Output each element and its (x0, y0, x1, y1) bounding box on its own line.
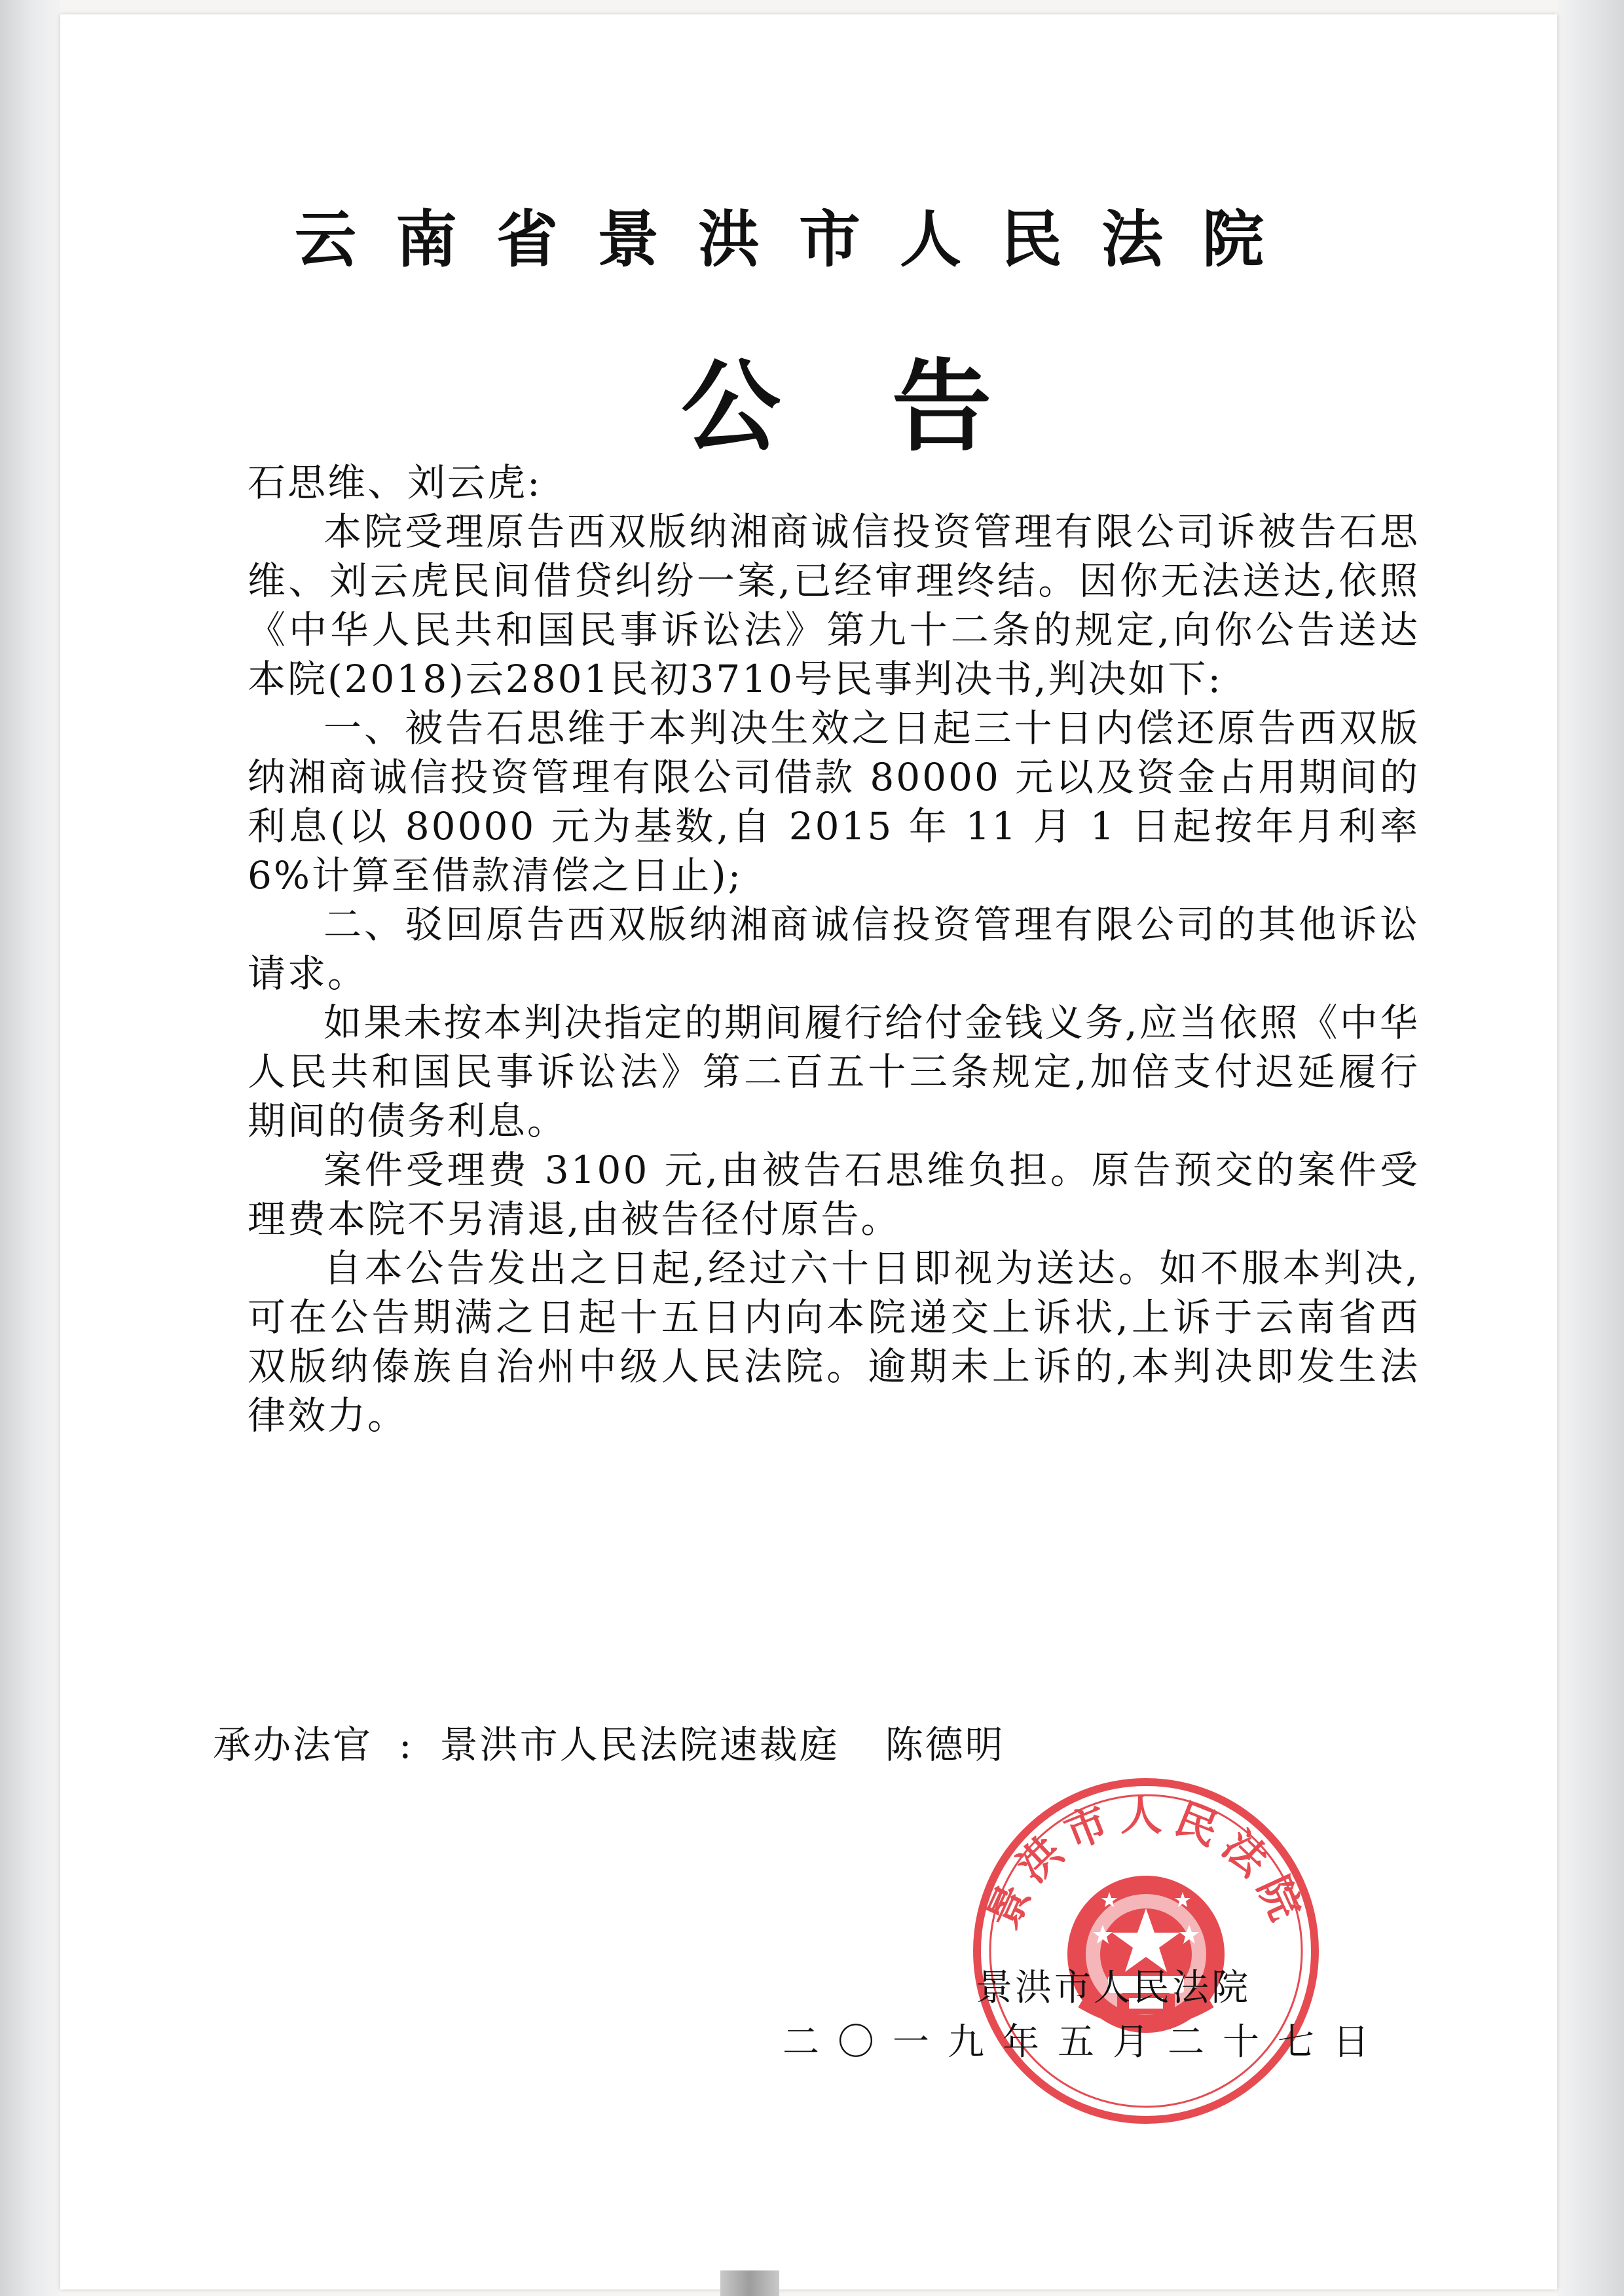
paragraph-judgment-item-1: 一、被告石思维于本判决生效之日起三十日内偿还原告西双版纳湘商诚信投资管理有限公司借款 80000 元以及资金占用期间的利息(以 80000 元为基数,自 2015 年 11 月 1 日起按年月利率 6%计算至借款清偿之日止); (248, 706, 1420, 898)
judge-colon: : (399, 1722, 414, 1767)
judge-name: 陈德明 (885, 1722, 1005, 1767)
paragraph-late-payment: 如果未按本判决指定的期间履行给付金钱义务,应当依照《中华人民共和国民事诉讼法》第二百五十三条规定,加倍支付迟延履行期间的债务利息。 (248, 1000, 1420, 1143)
scan-edge-right (1557, 0, 1624, 2296)
addressee: 石思维、刘云虎: (248, 460, 542, 505)
judge-label: 承办法官 (213, 1722, 373, 1767)
paragraph-case-fee: 案件受理费 3100 元,由被告石思维负担。原告预交的案件受理费本院不另清退,由被告径付原告。 (248, 1148, 1420, 1241)
notice-body (248, 458, 1420, 1440)
scan-edge-left (0, 0, 60, 2296)
paragraph-intro: 本院受理原告西双版纳湘商诚信投资管理有限公司诉被告石思维、刘云虎民间借贷纠纷一案,已经审理终结。因你无法送达,依照《中华人民共和国民事诉讼法》第九十二条的规定,向你公告送达本院(2018)云2801民初3710号民事判决书,判决如下: (248, 509, 1420, 701)
presiding-judge-line (213, 1714, 1005, 1769)
scanner-clip-mark (720, 2270, 779, 2296)
court-name-heading: 云南省景洪市人民法院 (295, 204, 1304, 276)
notice-title: 公告 (681, 348, 1103, 465)
paragraph-judgment-item-2: 二、驳回原告西双版纳湘商诚信投资管理有限公司的其他诉讼请求。 (248, 902, 1420, 996)
court-seal (963, 1768, 1329, 2134)
judge-department: 景洪市人民法院速裁庭 (439, 1722, 840, 1767)
signing-date: 二〇一九年五月二十七日 (783, 2021, 1388, 2064)
signing-court: 景洪市人民法院 (976, 1967, 1251, 2009)
paragraph-service-appeal: 自本公告发出之日起,经过六十日即视为送达。如不服本判决,可在公告期满之日起十五日内向本院递交上诉状,上诉于云南省西双版纳傣族自治州中级人民法院。逾期未上诉的,本判决即发生法律效力。 (248, 1246, 1420, 1438)
seal-text: 景洪市人民法院 (978, 1791, 1314, 1936)
